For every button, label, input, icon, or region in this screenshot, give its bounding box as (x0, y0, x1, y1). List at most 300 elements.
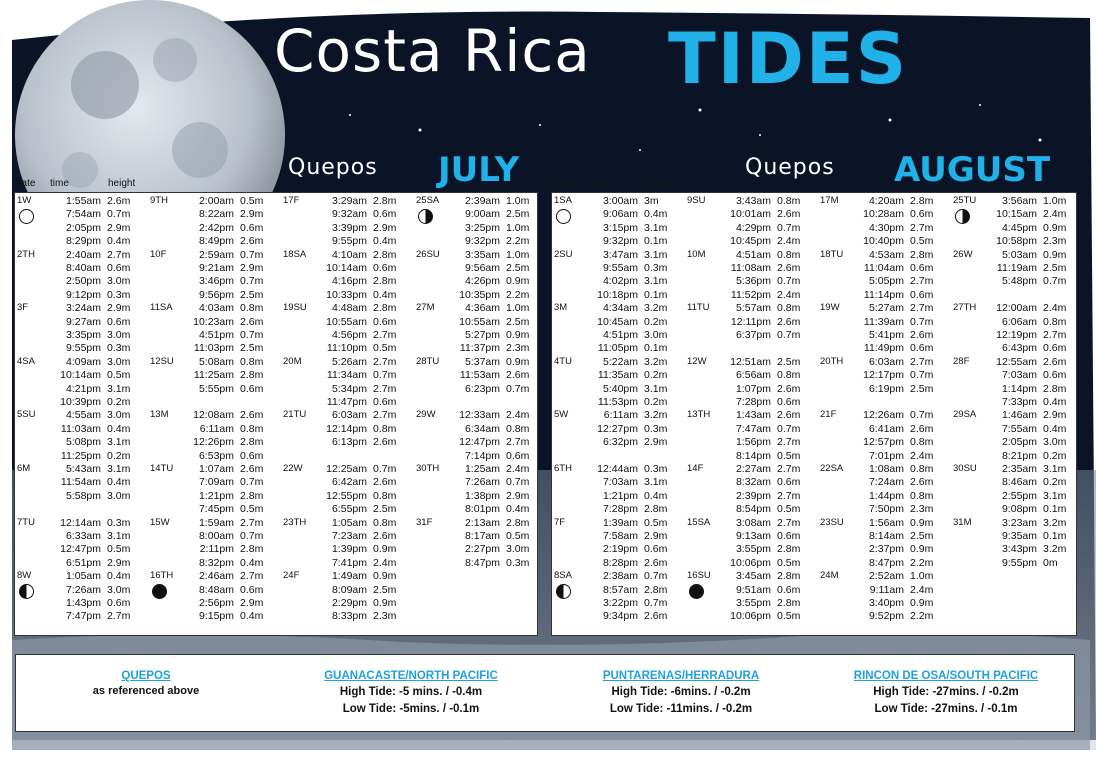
tide-time: 4:51pm (602, 329, 638, 341)
day-label: 26W (953, 248, 973, 260)
tide-height: 2.9m (644, 530, 668, 542)
july-tide-table (14, 192, 538, 636)
tide-time: 6:55pm (331, 503, 367, 516)
tide-time: 5:27am (868, 302, 904, 315)
tide-height: 0.2m (1043, 449, 1067, 462)
tide-height: 0.8m (910, 489, 934, 502)
day-label: 28F (953, 355, 970, 367)
tide-height: 2.7m (777, 436, 801, 449)
tide-time: 12:14pm (326, 422, 367, 435)
tide-height: 2.5m (506, 208, 530, 221)
tide-height: 0.2m (644, 315, 668, 328)
tide-height: 0.5m (107, 543, 131, 556)
tide-height: 2.5m (910, 530, 934, 542)
tide-time: 10:01am (730, 208, 771, 221)
tide-time: 1:56pm (735, 436, 771, 449)
day-label: 8SA (554, 570, 572, 582)
tide-time: 4:02pm (602, 275, 638, 288)
tide-time: 9:34pm (602, 610, 638, 623)
tide-height: 0.6m (910, 342, 934, 355)
tide-height: 2.4m (1043, 302, 1067, 315)
tide-height: 2.4m (777, 235, 801, 248)
tide-time: 12:08am (193, 409, 234, 422)
tide-height: 2.7m (910, 275, 934, 288)
tide-height: 2.3m (910, 503, 934, 516)
tide-time: 2:50pm (65, 275, 101, 288)
tide-height: 2.6m (777, 382, 801, 395)
tide-height: 2.6m (910, 329, 934, 341)
footer-guanacaste-low: Low Tide: -5mins. / -0.1m (342, 702, 480, 715)
tide-time: 3:39pm (331, 221, 367, 234)
tide-height: 2.8m (506, 516, 530, 529)
tide-height: 0.6m (373, 208, 397, 221)
tide-time: 7:26am (464, 476, 500, 489)
tide-time: 8:49pm (198, 235, 234, 248)
tide-time: 4:30pm (868, 221, 904, 234)
tide-time: 6:19pm (868, 382, 904, 395)
tide-height: 2.9m (240, 262, 264, 274)
day-label: 5SU (17, 409, 36, 421)
tide-time: 4:09am (65, 355, 101, 368)
tide-height: 0.6m (240, 583, 264, 596)
tide-time: 4:34am (602, 302, 638, 315)
tide-time: 10:45am (597, 315, 638, 328)
day-label: 11TU (687, 302, 710, 314)
tide-time: 2:59am (198, 248, 234, 261)
day-label: 25SA (416, 195, 440, 206)
tide-height: 0.5m (777, 449, 801, 462)
tide-time: 11:35am (597, 369, 638, 382)
tide-height: 2.7m (777, 463, 801, 475)
tide-time: 2:42pm (198, 221, 234, 234)
tide-height: 0.6m (910, 208, 934, 221)
tide-time: 8:28pm (602, 556, 638, 569)
tide-time: 4:51pm (198, 329, 234, 341)
tide-height: 0.4m (644, 489, 668, 502)
day-label: 2TH (17, 248, 35, 260)
tide-time: 8:32am (735, 476, 771, 489)
tide-time: 1:43pm (65, 597, 101, 609)
tide-height: 0.5m (373, 342, 397, 355)
tide-time: 11:19am (996, 262, 1037, 274)
day-label: 23SU (820, 516, 844, 528)
tide-height: 0.6m (910, 288, 934, 301)
tide-height: 2.6m (644, 556, 668, 569)
day-label: 22SA (820, 463, 844, 474)
tide-height: 0.4m (240, 556, 264, 569)
tide-height: 0.7m (910, 315, 934, 328)
tide-time: 10:28am (863, 208, 904, 221)
tide-height: 0.9m (1043, 248, 1067, 261)
moon-phase-first-icon (418, 209, 433, 224)
tide-time: 11:03am (60, 422, 101, 435)
tide-height: 2.7m (506, 436, 530, 449)
tide-height: 0.5m (240, 195, 264, 207)
tide-height: 2.7m (777, 516, 801, 529)
tide-height: 0.6m (777, 396, 801, 408)
tide-height: 2.7m (777, 489, 801, 502)
tide-height: 2.6m (240, 235, 264, 248)
tide-height: 2.9m (644, 436, 668, 449)
footer-puntarenas-name: PUNTARENAS/HERRADURA (602, 670, 760, 682)
tide-height: 3.0m (506, 543, 530, 556)
tide-time: 8:01pm (464, 503, 500, 516)
day-label: 20M (283, 355, 302, 367)
tide-time: 5:26am (331, 355, 367, 368)
tide-height: 2.2m (910, 556, 934, 569)
tide-time: 2:52am (868, 570, 904, 583)
tide-height: 0.4m (506, 503, 530, 516)
tide-height: 2.2m (910, 610, 934, 623)
tide-time: 7:50pm (868, 503, 904, 516)
tide-time: 1:21pm (198, 489, 234, 502)
tide-time: 8:57am (602, 583, 638, 596)
tide-height: 2.3m (506, 342, 530, 355)
tide-time: 7:26am (65, 583, 101, 596)
tide-height: 0.9m (506, 275, 530, 288)
tide-time: 3:00am (602, 195, 638, 207)
tide-time: 5:34pm (331, 382, 367, 395)
tide-time: 1:39am (602, 516, 638, 529)
day-label: 23TH (283, 516, 307, 528)
tide-time: 1:25am (464, 463, 500, 475)
tide-time: 8:40am (65, 262, 101, 274)
tide-time: 2:39pm (735, 489, 771, 502)
tide-time: 5:57am (735, 302, 771, 315)
tide-height: 0.9m (506, 355, 530, 368)
tide-time: 10:06pm (730, 556, 771, 569)
tide-time: 1:46am (1001, 409, 1037, 422)
tide-height: 0.4m (107, 422, 131, 435)
tide-height: 0.1m (644, 235, 668, 248)
tide-time: 2:13am (464, 516, 500, 529)
tide-height: 2.9m (373, 221, 397, 234)
moon-phase-new-icon (689, 584, 704, 599)
tide-height: 0.7m (777, 329, 801, 341)
day-label: 1SA (554, 195, 572, 206)
tide-time: 11:47pm (326, 396, 367, 408)
footer-rincon-low: Low Tide: -27mins. / -0.1m (874, 702, 1018, 715)
tide-height: 2.7m (240, 570, 264, 583)
day-label: 31M (953, 516, 972, 528)
tide-time: 12:11pm (730, 315, 771, 328)
tide-height: 0.1m (1043, 503, 1067, 516)
tide-time: 4:55am (65, 409, 101, 422)
tide-height: 1.0m (506, 248, 530, 261)
tide-time: 3:23am (1001, 516, 1037, 529)
tide-time: 3:40pm (868, 597, 904, 609)
tide-time: 7:03am (602, 476, 638, 489)
day-label: 13M (150, 409, 169, 421)
tide-height: 2.4m (910, 449, 934, 462)
tide-time: 7:03am (1001, 369, 1037, 382)
tide-height: 0.7m (240, 248, 264, 261)
tide-height: 2.7m (373, 409, 397, 422)
tide-height: 0.5m (777, 556, 801, 569)
tide-time: 7:01pm (868, 449, 904, 462)
tide-height: 0.8m (910, 436, 934, 449)
title-costa-rica: Costa Rica (274, 17, 591, 85)
tide-height: 0.4m (373, 235, 397, 248)
tide-height: 2.4m (777, 288, 801, 301)
tide-time: 4:48am (331, 302, 367, 315)
tide-time: 6:51pm (65, 556, 101, 569)
tide-time: 9:27am (65, 315, 101, 328)
tide-height: 2.7m (373, 355, 397, 368)
tide-height: 0.7m (777, 275, 801, 288)
tide-height: 2.5m (1043, 262, 1067, 274)
tide-height: 2.6m (910, 422, 934, 435)
tide-time: 3:46pm (198, 275, 234, 288)
tide-height: 0.3m (644, 422, 668, 435)
footer-rincon-high: High Tide: -27mins. / -0.2m (873, 685, 1019, 698)
tide-height: 3.1m (1043, 489, 1067, 502)
tide-height: 2.2m (506, 235, 530, 248)
tide-height: 2.7m (373, 382, 397, 395)
tide-height: 2.6m (240, 463, 264, 475)
day-label: 28TU (416, 355, 440, 367)
day-label: 16TH (150, 570, 174, 582)
tide-height: 3.1m (644, 221, 668, 234)
tide-time: 1:59am (198, 516, 234, 529)
tide-time: 7:54am (65, 208, 101, 221)
tide-height: 2.6m (644, 610, 668, 623)
tide-height: 2.2m (506, 288, 530, 301)
tide-time: 9:51am (735, 583, 771, 596)
tide-height: 2.8m (240, 369, 264, 382)
tide-height: 3.1m (644, 476, 668, 489)
tide-height: 0.1m (644, 288, 668, 301)
footer-quepos (76, 669, 216, 699)
tide-time: 10:55am (459, 315, 500, 328)
tide-height: 1.0m (1043, 195, 1067, 207)
tide-height: 2.8m (373, 248, 397, 261)
tide-height: 2.4m (506, 409, 530, 422)
moon-phase-first-icon (955, 209, 970, 224)
tide-height: 2.6m (373, 530, 397, 542)
tide-time: 10:35pm (459, 288, 500, 301)
tide-height: 0.6m (373, 315, 397, 328)
tide-time: 10:45pm (730, 235, 771, 248)
tide-height: 2.5m (506, 262, 530, 274)
tide-time: 12:55am (996, 355, 1037, 368)
tide-time: 1:14pm (1001, 382, 1037, 395)
tide-time: 11:53am (459, 369, 500, 382)
tide-height: 0.1m (1043, 530, 1067, 542)
footer-quepos-name: QUEPOS (121, 670, 171, 682)
tide-time: 11:52pm (730, 288, 771, 301)
day-label: 30SU (953, 463, 977, 474)
tide-time: 8:32pm (198, 556, 234, 569)
moon-phase-third-icon (556, 584, 571, 599)
tide-time: 7:14pm (464, 449, 500, 462)
tide-height: 0.7m (240, 329, 264, 341)
tide-time: 12:25am (326, 463, 367, 475)
tide-height: 3.1m (644, 382, 668, 395)
tide-height: 1.0m (910, 570, 934, 583)
tide-height: 2.3m (373, 610, 397, 623)
tide-height: 2.5m (240, 342, 264, 355)
tide-time: 9:35am (1001, 530, 1037, 542)
tide-height: 2.5m (373, 583, 397, 596)
tide-height: 0.5m (506, 530, 530, 542)
tide-time: 6:03am (331, 409, 367, 422)
tide-height: 0.9m (910, 543, 934, 556)
tide-time: 9:21am (198, 262, 234, 274)
tide-time: 2:37pm (868, 543, 904, 556)
tide-height: 0.9m (506, 329, 530, 341)
tide-time: 11:25pm (60, 449, 101, 462)
tide-height: 0.8m (373, 516, 397, 529)
tide-height: 0.7m (373, 369, 397, 382)
tide-height: 0.4m (107, 570, 131, 583)
tide-height: 0.6m (107, 262, 131, 274)
tide-height: 3.0m (107, 409, 131, 422)
tide-height: 0.9m (373, 597, 397, 609)
day-label: 4TU (554, 355, 572, 367)
tide-height: 0.8m (777, 302, 801, 315)
tide-height: 0.7m (777, 422, 801, 435)
tide-time: 7:23am (331, 530, 367, 542)
tide-height: 3.1m (644, 275, 668, 288)
tide-time: 3:25pm (464, 221, 500, 234)
tide-time: 8:48am (198, 583, 234, 596)
tide-time: 3:47am (602, 248, 638, 261)
tide-height: 3.0m (107, 275, 131, 288)
tide-height: 2.7m (910, 302, 934, 315)
tide-height: 2.4m (373, 556, 397, 569)
tide-time: 3:56am (1001, 195, 1037, 207)
tide-time: 1:07am (198, 463, 234, 475)
tide-time: 5:03am (1001, 248, 1037, 261)
tide-height: 0.4m (107, 235, 131, 248)
tide-height: 0.8m (373, 489, 397, 502)
tide-height: 0.7m (910, 369, 934, 382)
tide-time: 10:23am (193, 315, 234, 328)
month-july: JULY (438, 150, 520, 190)
tide-time: 9:32am (331, 208, 367, 221)
july-location: Quepos (288, 155, 378, 180)
tide-time: 2:27am (735, 463, 771, 475)
day-label: 17F (283, 195, 300, 206)
tide-time: 7:55am (1001, 422, 1037, 435)
tide-height: 0.6m (240, 221, 264, 234)
tide-height: 2.9m (1043, 409, 1067, 422)
tide-time: 7:58am (602, 530, 638, 542)
tide-time: 10:06pm (730, 610, 771, 623)
tide-time: 1:39pm (331, 543, 367, 556)
day-label: 18SA (283, 248, 307, 260)
tide-time: 9:32pm (602, 235, 638, 248)
tide-height: 2.6m (506, 369, 530, 382)
footer-puntarenas-high: High Tide: -6mins. / -0.2m (611, 685, 751, 698)
day-label: 1W (17, 195, 32, 206)
tide-height: 0.7m (644, 570, 668, 583)
tide-time: 3:08am (735, 516, 771, 529)
tide-height: 0.6m (107, 597, 131, 609)
tide-time: 2:46am (198, 570, 234, 583)
tide-height: 0.8m (777, 248, 801, 261)
tide-height: 3.2m (644, 302, 668, 315)
tide-height: 0.7m (1043, 275, 1067, 288)
tide-time: 3:29am (331, 195, 367, 207)
day-label: 24M (820, 570, 839, 582)
tide-time: 6:13pm (331, 436, 367, 449)
tide-time: 10:15am (996, 208, 1037, 221)
tide-height: 0.9m (373, 570, 397, 583)
tide-time: 9:55pm (1001, 556, 1037, 569)
tide-time: 10:14am (60, 369, 101, 382)
moon-phase-new-icon (152, 584, 167, 599)
tide-height: 1.0m (506, 221, 530, 234)
day-label: 18TU (820, 248, 844, 260)
august-col-time: time (588, 178, 607, 189)
tide-height: 3.1m (107, 463, 131, 475)
tide-time: 6:03am (868, 355, 904, 368)
tide-height: 0.6m (506, 449, 530, 462)
tide-time: 12:47pm (60, 543, 101, 556)
tide-height: 2.8m (644, 503, 668, 516)
tide-height: 3.2m (644, 409, 668, 422)
tide-height: 3.1m (107, 436, 131, 449)
day-label: 29W (416, 409, 436, 421)
tide-time: 2:40am (65, 248, 101, 261)
tide-time: 3:55pm (735, 543, 771, 556)
tide-height: 2.8m (910, 195, 934, 207)
tide-height: 0.3m (107, 342, 131, 355)
tide-time: 4:56pm (331, 329, 367, 341)
tide-height: 0.6m (644, 543, 668, 556)
tide-height: 2.6m (777, 315, 801, 328)
tide-height: 2.4m (1043, 208, 1067, 221)
tide-height: 3.0m (107, 583, 131, 596)
day-label: 12W (687, 355, 707, 367)
tide-time: 1:38pm (464, 489, 500, 502)
tide-height: 3.2m (644, 355, 668, 368)
tide-height: 0.6m (910, 262, 934, 274)
day-label: 7TU (17, 516, 35, 528)
tide-time: 4:29pm (735, 221, 771, 234)
tide-height: 2.8m (777, 597, 801, 609)
title-tides: TIDES (668, 18, 909, 100)
day-label: 21F (820, 409, 837, 421)
footer-quepos-note: as referenced above (92, 684, 200, 697)
day-label: 13TH (687, 409, 711, 421)
tide-time: 8:21pm (1001, 449, 1037, 462)
tide-time: 4:26pm (464, 275, 500, 288)
tide-height: 2.3m (1043, 235, 1067, 248)
tide-height: 0.8m (240, 355, 264, 368)
tide-height: 3.1m (107, 382, 131, 395)
tide-time: 2:19pm (602, 543, 638, 556)
day-label: 15SA (687, 516, 711, 528)
day-label: 5W (554, 409, 569, 421)
tide-time: 8:22am (198, 208, 234, 221)
day-label: 17M (820, 195, 839, 206)
tide-time: 1:05am (65, 570, 101, 583)
tide-height: 0.9m (910, 516, 934, 529)
tide-height: 0.5m (777, 610, 801, 623)
footer-rincon-name: RINCON DE OSA/SOUTH PACIFIC (853, 670, 1039, 682)
tide-time: 5:55pm (198, 382, 234, 395)
tide-height: 2.6m (240, 409, 264, 422)
tide-height: 0.6m (777, 530, 801, 542)
tide-height: 0.8m (240, 422, 264, 435)
tide-time: 9:52pm (868, 610, 904, 623)
tide-height: 0.9m (1043, 221, 1067, 234)
tide-height: 2.8m (240, 543, 264, 556)
tide-time: 1:56am (868, 516, 904, 529)
